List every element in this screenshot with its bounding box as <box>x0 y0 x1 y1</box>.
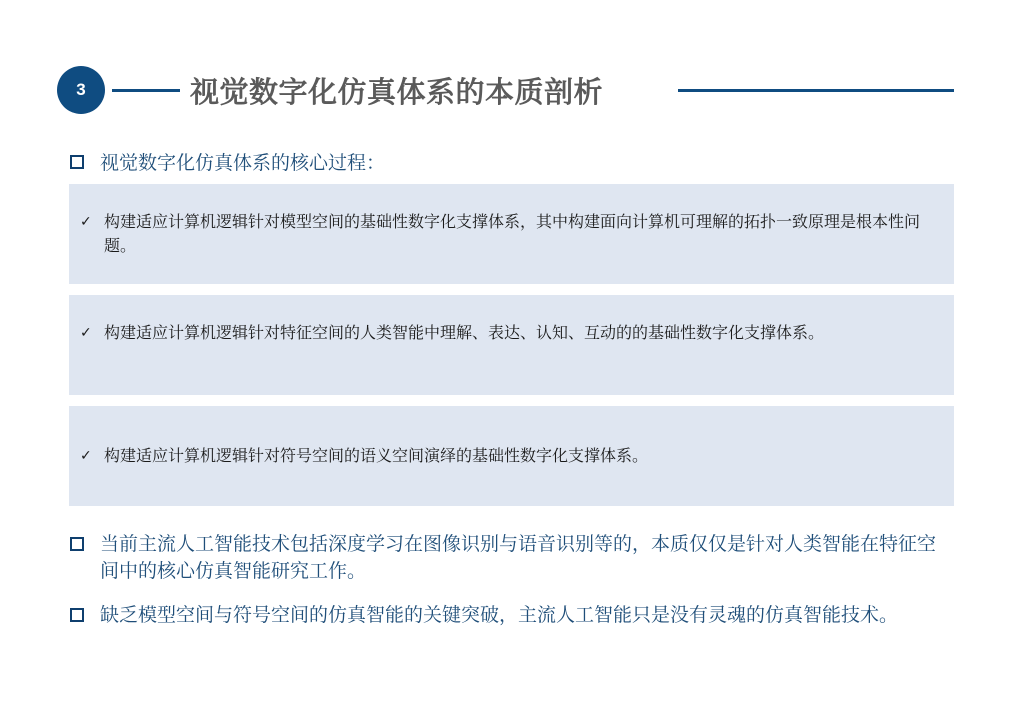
process-card-2 <box>69 295 954 395</box>
paragraph-1: 当前主流人工智能技术包括深度学习在图像识别与语音识别等的，本质仅仅是针对人类智能在特征空间中的核心仿真智能研究工作。 <box>100 533 937 582</box>
process-card-text-1: 构建适应计算机逻辑针对模型空间的基础性数字化支撑体系，其中构建面向计算机可理解的拓扑一致原理是根本性问题。 <box>104 212 921 255</box>
slide-header <box>0 0 1024 130</box>
title-rule-right <box>678 89 954 92</box>
check-icon: ✓ <box>80 214 92 230</box>
check-icon: ✓ <box>80 325 92 341</box>
square-bullet-icon <box>70 537 84 551</box>
square-bullet-icon <box>70 608 84 622</box>
section-heading: 视觉数字化仿真体系的核心过程： <box>100 152 386 174</box>
section-number-badge: 3 <box>57 66 105 114</box>
process-card-text-2: 构建适应计算机逻辑针对特征空间的人类智能中理解、表达、认知、互动的的基础性数字化支撑体系。 <box>104 323 825 342</box>
check-icon: ✓ <box>80 448 92 464</box>
slide-title: 视觉数字化仿真体系的本质剖析 <box>190 75 604 109</box>
process-card-text-3: 构建适应计算机逻辑针对符号空间的语义空间演绎的基础性数字化支撑体系。 <box>104 446 649 465</box>
square-bullet-icon <box>70 155 84 169</box>
paragraph-2: 缺乏模型空间与符号空间的仿真智能的关键突破，主流人工智能只是没有灵魂的仿真智能技术。 <box>100 604 899 626</box>
title-rule-left <box>112 89 180 92</box>
